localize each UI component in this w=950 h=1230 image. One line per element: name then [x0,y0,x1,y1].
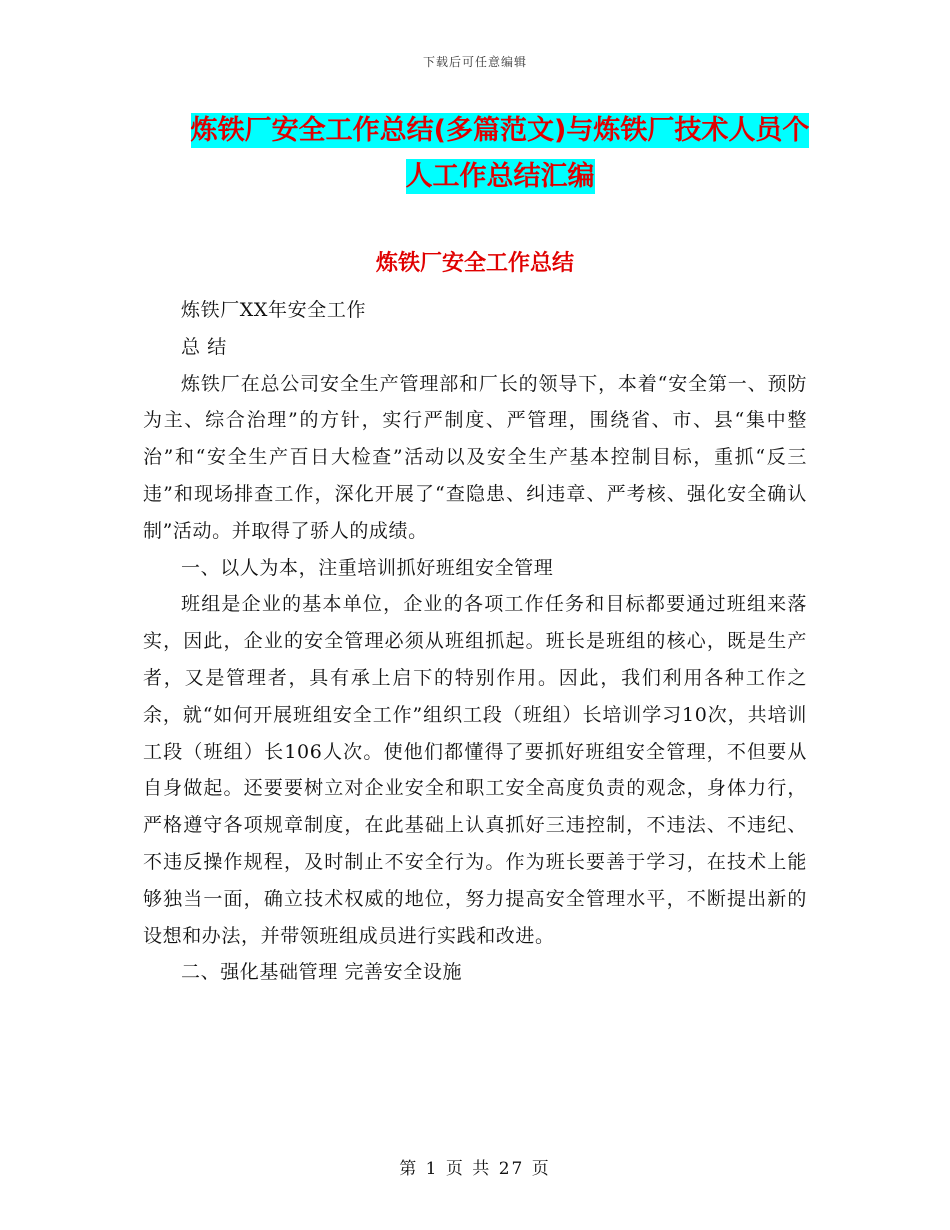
section-title: 炼铁厂安全工作总结 [375,251,574,276]
header-note: 下载后可任意编辑 [422,55,527,69]
page-number: 第 1 页 共 27 页 [399,1159,551,1179]
document-title [120,108,880,200]
paragraph-heading: 一、以人为本，注重培训抓好班组安全管理 [181,556,554,579]
paragraph: 炼铁厂XX年安全工作 [181,299,367,321]
paragraph: 班组是企业的基本单位，企业的各项工作任务和目标都要通过班组来落实，因此，企业的安全管理必须从班组抓起。班长是班组的核心，既是生产者，又是管理者，具有承上启下的特别作用。因此，我们利用各种工作之余，就“如何开展班组安全工作”组织工段（班组）长培训学习10次，共培训工段（班组）长106人次。使他们都懂得了要抓好班组安全管理，不但要从自身做起。还要要树立对企业安全和职工安全高度负责的观念，身体力行，严格遵守各项规章制度，在此基础上认真抓好三违控制，不违法、不违纪、不违反操作规程，及时制止不安全行为。作为班长要善于学习，在技术上能够独当一面，确立技术权威的地位，努力提高安全管理水平，不断提出新的设想和办法，并带领班组成员进行实践和改进。 [143,593,807,947]
paragraph: 炼铁厂在总公司安全生产管理部和厂长的领导下，本着“安全第一、预防为主、综合治理”的方针，实行严制度、严管理，围绕省、市、县“集中整治”和“安全生产百日大检查”活动以及安全生产基本控制目标，重抓“反三违”和现场排查工作，深化开展了“查隐患、纠违章、严考核、强化安全确认制”活动。并取得了骄人的成绩。 [143,372,807,542]
title-line-2: 人工作总结汇编 [405,161,595,192]
paragraph-heading: 二、强化基础管理 完善安全设施 [181,961,463,984]
paragraph: 总 结 [181,335,227,358]
title-line-1: 炼铁厂安全工作总结(多篇范文)与炼铁厂技术人员个 [190,115,810,146]
document-body [143,292,807,991]
